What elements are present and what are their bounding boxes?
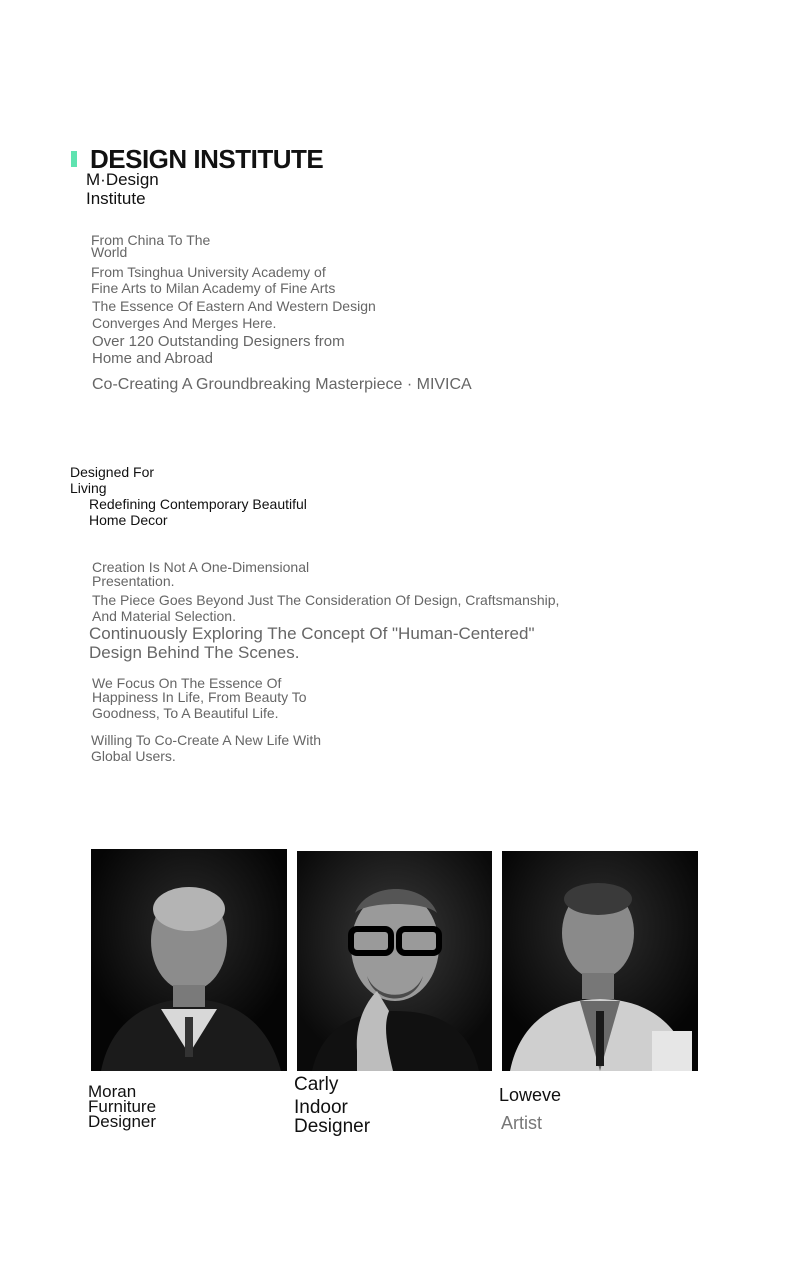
text-line: Global Users. xyxy=(91,748,176,764)
text-line: Presentation. xyxy=(92,573,175,589)
paragraph xyxy=(92,560,309,588)
text-line: Goodness, To A Beautiful Life. xyxy=(92,705,279,721)
designer-role: Artist xyxy=(501,1113,543,1133)
designer-role: Designer xyxy=(294,1116,371,1137)
text-line: We Focus On The Essence Of xyxy=(92,675,282,691)
text-line: Design Behind The Scenes. xyxy=(89,643,300,662)
intro-line xyxy=(92,333,345,367)
intro-tagline: Co-Creating A Groundbreaking Masterpiece · MIVICA xyxy=(92,376,472,393)
text-line: From China To The xyxy=(91,232,211,248)
text-line: Converges And Merges Here. xyxy=(92,315,277,331)
designer-moran xyxy=(88,1084,156,1129)
text-line: The Essence Of Eastern And Western Design xyxy=(92,298,376,314)
designer-loweve xyxy=(499,1086,561,1132)
intro-line xyxy=(91,264,335,296)
text-line: World xyxy=(91,244,128,260)
subtitle-line: Institute xyxy=(86,189,146,208)
intro-line xyxy=(92,298,376,332)
designer-role: Furniture xyxy=(88,1097,157,1116)
accent-bar xyxy=(71,151,77,167)
text-line: The Piece Goes Beyond Just The Consideration Of Design, Craftsmanship, xyxy=(92,592,560,608)
portrait-moran xyxy=(91,849,287,1071)
intro-line xyxy=(91,234,210,258)
page-title: DESIGN INSTITUTE xyxy=(90,144,324,174)
text-line: Willing To Co-Create A New Life With xyxy=(91,732,322,748)
text-line: Redefining Contemporary Beautiful xyxy=(89,496,307,512)
designer-carly xyxy=(294,1075,370,1136)
person-image xyxy=(91,849,287,1071)
section-subheading xyxy=(89,496,307,528)
text-line: Continuously Exploring The Concept Of "Human-Centered" xyxy=(89,624,535,643)
person-image xyxy=(502,851,698,1071)
designer-name: Moran xyxy=(88,1082,137,1101)
designer-role: Designer xyxy=(88,1112,157,1131)
text-line: Designed For xyxy=(70,464,155,480)
paragraph xyxy=(92,592,559,624)
paragraph xyxy=(91,732,321,764)
designer-name: Carly xyxy=(294,1074,339,1095)
text-line: Home Decor xyxy=(89,512,168,528)
text-line: Happiness In Life, From Beauty To xyxy=(92,689,307,705)
portrait-carly xyxy=(297,851,492,1071)
paragraph xyxy=(92,676,307,720)
text-line: Living xyxy=(70,480,107,496)
text-line: Creation Is Not A One-Dimensional xyxy=(92,559,310,575)
subtitle-line: M·Design xyxy=(86,170,159,189)
text-line: Home and Abroad xyxy=(92,350,213,367)
portrait-loweve xyxy=(502,851,698,1071)
designer-role: Indoor xyxy=(294,1097,348,1118)
section-heading xyxy=(70,464,154,496)
person-image xyxy=(297,851,492,1071)
text-line: And Material Selection. xyxy=(92,608,236,624)
text-line: From Tsinghua University Academy of xyxy=(91,264,326,280)
page-subtitle xyxy=(86,170,206,208)
text-line: Fine Arts to Milan Academy of Fine Arts xyxy=(91,280,336,296)
paragraph xyxy=(89,624,535,662)
text-line: Over 120 Outstanding Designers from xyxy=(92,333,345,350)
designer-name: Loweve xyxy=(499,1085,562,1105)
